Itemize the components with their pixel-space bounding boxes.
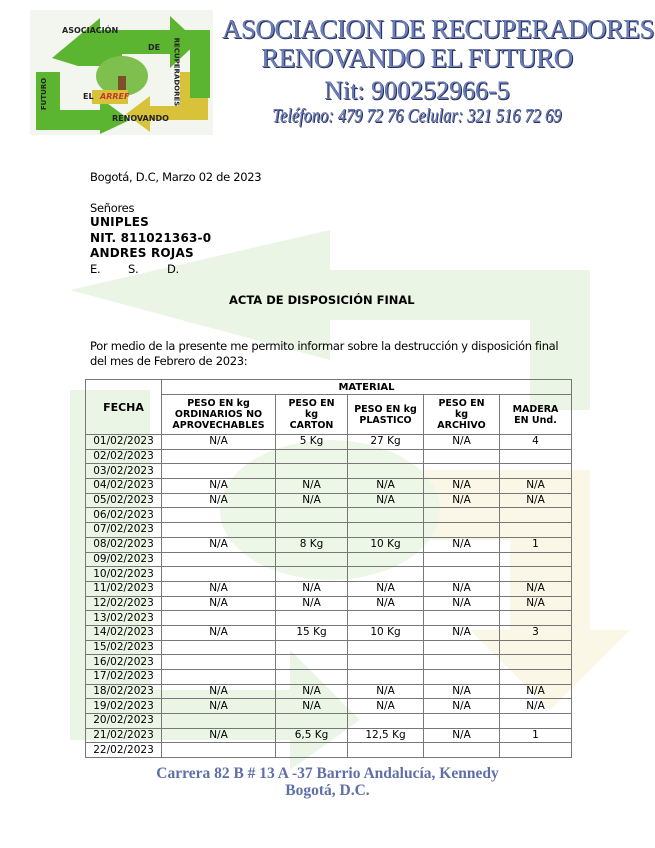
- value-cell: [276, 523, 348, 538]
- value-cell: [276, 640, 348, 655]
- value-cell: N/A: [162, 435, 276, 450]
- value-cell: [424, 552, 500, 567]
- value-cell: [276, 464, 348, 479]
- table-row: [86, 523, 572, 538]
- value-cell: [276, 552, 348, 567]
- header-madera: [500, 395, 572, 435]
- date-cell: 22/02/2023: [86, 743, 162, 758]
- table-row: [86, 493, 572, 508]
- header-carton-text: PESO EN kg CARTON: [288, 398, 335, 431]
- value-cell: N/A: [162, 581, 276, 596]
- value-cell: [424, 714, 500, 729]
- value-cell: [162, 552, 276, 567]
- value-cell: [348, 611, 424, 626]
- date-cell: 15/02/2023: [86, 640, 162, 655]
- logo-text-el: EL: [83, 92, 94, 101]
- value-cell: N/A: [424, 479, 500, 494]
- value-cell: [424, 611, 500, 626]
- value-cell: 4: [500, 435, 572, 450]
- value-cell: [500, 464, 572, 479]
- value-cell: [162, 464, 276, 479]
- value-cell: N/A: [424, 728, 500, 743]
- value-cell: [162, 449, 276, 464]
- value-cell: N/A: [348, 699, 424, 714]
- value-cell: 8 Kg: [276, 537, 348, 552]
- value-cell: [348, 523, 424, 538]
- logo-text-arref: ARREF: [100, 92, 130, 101]
- value-cell: 27 Kg: [348, 435, 424, 450]
- value-cell: N/A: [424, 596, 500, 611]
- value-cell: [500, 567, 572, 582]
- value-cell: N/A: [424, 684, 500, 699]
- table-row: [86, 537, 572, 552]
- table-row: [86, 684, 572, 699]
- table-row: [86, 655, 572, 670]
- value-cell: 1: [500, 537, 572, 552]
- value-cell: [276, 714, 348, 729]
- value-cell: [162, 714, 276, 729]
- value-cell: [348, 464, 424, 479]
- date-cell: 13/02/2023: [86, 611, 162, 626]
- date-cell: 08/02/2023: [86, 537, 162, 552]
- date-cell: 12/02/2023: [86, 596, 162, 611]
- table-row: [86, 581, 572, 596]
- header-fecha: FECHA: [86, 380, 162, 435]
- value-cell: N/A: [162, 596, 276, 611]
- value-cell: [500, 714, 572, 729]
- header-phone: Teléfono: 479 72 76 Celular: 321 516 72 69: [272, 105, 562, 127]
- value-cell: N/A: [424, 537, 500, 552]
- table-row: [86, 464, 572, 479]
- value-cell: N/A: [500, 596, 572, 611]
- value-cell: 12,5 Kg: [348, 728, 424, 743]
- date-cell: 02/02/2023: [86, 449, 162, 464]
- value-cell: [276, 508, 348, 523]
- value-cell: [424, 567, 500, 582]
- date-cell: 14/02/2023: [86, 625, 162, 640]
- letter-esd-d: D.: [167, 262, 179, 276]
- value-cell: [276, 567, 348, 582]
- value-cell: N/A: [500, 479, 572, 494]
- letter-recipient: UNIPLES: [90, 215, 149, 229]
- value-cell: [348, 449, 424, 464]
- value-cell: [424, 655, 500, 670]
- value-cell: [500, 552, 572, 567]
- value-cell: N/A: [500, 699, 572, 714]
- value-cell: [162, 655, 276, 670]
- table-row: [86, 728, 572, 743]
- table-row: [86, 508, 572, 523]
- value-cell: [500, 655, 572, 670]
- value-cell: N/A: [348, 493, 424, 508]
- value-cell: [424, 743, 500, 758]
- date-cell: 16/02/2023: [86, 655, 162, 670]
- letter-salutation: Señores: [90, 201, 135, 215]
- table-row: [86, 625, 572, 640]
- header-ordinarios: [162, 395, 276, 435]
- value-cell: [348, 640, 424, 655]
- value-cell: [162, 523, 276, 538]
- header-carton: [276, 395, 348, 435]
- value-cell: N/A: [348, 684, 424, 699]
- value-cell: [348, 655, 424, 670]
- value-cell: N/A: [348, 581, 424, 596]
- header-madera-text: MADERA EN Und.: [512, 403, 559, 426]
- value-cell: 6,5 Kg: [276, 728, 348, 743]
- value-cell: [276, 670, 348, 685]
- letter-paragraph: Por medio de la presente me permito informar sobre la destrucción y disposición final del mes de Febrero de 2023:: [90, 339, 559, 368]
- value-cell: 3: [500, 625, 572, 640]
- value-cell: N/A: [162, 479, 276, 494]
- value-cell: N/A: [424, 581, 500, 596]
- date-cell: 07/02/2023: [86, 523, 162, 538]
- logo-text-asociacion: ASOCIACIÓN: [62, 26, 119, 35]
- value-cell: [500, 640, 572, 655]
- value-cell: [500, 743, 572, 758]
- value-cell: N/A: [276, 493, 348, 508]
- footer-city: Bogotá, D.C.: [285, 782, 370, 799]
- value-cell: N/A: [500, 581, 572, 596]
- value-cell: 10 Kg: [348, 537, 424, 552]
- value-cell: [276, 743, 348, 758]
- table-row: [86, 714, 572, 729]
- date-cell: 18/02/2023: [86, 684, 162, 699]
- value-cell: N/A: [500, 684, 572, 699]
- date-cell: 19/02/2023: [86, 699, 162, 714]
- date-cell: 10/02/2023: [86, 567, 162, 582]
- value-cell: [348, 508, 424, 523]
- header-archivo: [424, 395, 500, 435]
- letter-recipient-nit: NIT. 811021363-0: [90, 231, 212, 245]
- date-cell: 05/02/2023: [86, 493, 162, 508]
- value-cell: [276, 655, 348, 670]
- value-cell: N/A: [162, 728, 276, 743]
- header-org-line2: RENOVANDO EL FUTURO: [261, 43, 573, 73]
- table-row: [86, 743, 572, 758]
- date-cell: 11/02/2023: [86, 581, 162, 596]
- table-row: [86, 552, 572, 567]
- value-cell: N/A: [162, 625, 276, 640]
- value-cell: [424, 670, 500, 685]
- value-cell: [424, 449, 500, 464]
- table-row: [86, 596, 572, 611]
- logo-text-futuro: FUTURO: [40, 77, 49, 111]
- document-title: ACTA DE DISPOSICIÓN FINAL: [229, 293, 415, 307]
- value-cell: N/A: [348, 596, 424, 611]
- value-cell: N/A: [162, 537, 276, 552]
- value-cell: [348, 743, 424, 758]
- table-row: [86, 670, 572, 685]
- date-cell: 03/02/2023: [86, 464, 162, 479]
- value-cell: N/A: [424, 493, 500, 508]
- value-cell: N/A: [276, 684, 348, 699]
- table-row: [86, 567, 572, 582]
- value-cell: N/A: [276, 699, 348, 714]
- value-cell: N/A: [424, 699, 500, 714]
- header-plastico-text: PESO EN kg PLASTICO: [354, 403, 417, 426]
- value-cell: [424, 508, 500, 523]
- value-cell: [162, 670, 276, 685]
- value-cell: [348, 552, 424, 567]
- value-cell: 15 Kg: [276, 625, 348, 640]
- date-cell: 17/02/2023: [86, 670, 162, 685]
- value-cell: [500, 670, 572, 685]
- footer-address: Carrera 82 B # 13 A -37 Barrio Andalucía, Kennedy: [156, 765, 499, 782]
- value-cell: [162, 743, 276, 758]
- value-cell: N/A: [162, 493, 276, 508]
- value-cell: [348, 714, 424, 729]
- header-plastico: [348, 395, 424, 435]
- arref-logo: [30, 10, 213, 135]
- header-org-line1: ASOCIACION DE RECUPERADORES: [222, 14, 655, 44]
- value-cell: [500, 508, 572, 523]
- value-cell: N/A: [276, 581, 348, 596]
- value-cell: 5 Kg: [276, 435, 348, 450]
- header-archivo-text: PESO EN kg ARCHIVO: [437, 398, 486, 431]
- value-cell: [500, 611, 572, 626]
- table-body: [86, 435, 572, 758]
- value-cell: N/A: [500, 493, 572, 508]
- date-cell: 21/02/2023: [86, 728, 162, 743]
- letter-esd-s: S.: [128, 262, 139, 276]
- header-nit: Nit: 900252966-5: [324, 76, 510, 105]
- value-cell: [162, 611, 276, 626]
- table-row: [86, 435, 572, 450]
- logo-text-de: DE: [148, 43, 161, 52]
- value-cell: [348, 567, 424, 582]
- date-cell: 06/02/2023: [86, 508, 162, 523]
- table-row: [86, 699, 572, 714]
- letter-esd-e: E.: [90, 262, 101, 276]
- value-cell: 10 Kg: [348, 625, 424, 640]
- value-cell: N/A: [162, 699, 276, 714]
- date-cell: 01/02/2023: [86, 435, 162, 450]
- value-cell: [276, 611, 348, 626]
- value-cell: [348, 670, 424, 685]
- date-cell: 04/02/2023: [86, 479, 162, 494]
- header-material: MATERIAL: [162, 380, 572, 395]
- logo-text-recuperadores: RECUPERADORES: [172, 37, 181, 107]
- table-row: [86, 479, 572, 494]
- date-cell: 20/02/2023: [86, 714, 162, 729]
- value-cell: [276, 449, 348, 464]
- value-cell: [424, 640, 500, 655]
- logo-text-renovando: RENOVANDO: [112, 114, 169, 123]
- value-cell: N/A: [348, 479, 424, 494]
- table-row: [86, 640, 572, 655]
- value-cell: [162, 640, 276, 655]
- value-cell: [424, 523, 500, 538]
- disposal-table: [85, 379, 572, 758]
- value-cell: N/A: [276, 479, 348, 494]
- letter-date: Bogotá, D.C, Marzo 02 de 2023: [90, 170, 262, 184]
- value-cell: [162, 508, 276, 523]
- value-cell: [500, 449, 572, 464]
- letter-contact: ANDRES ROJAS: [90, 246, 194, 260]
- date-cell: 09/02/2023: [86, 552, 162, 567]
- table-row: [86, 449, 572, 464]
- value-cell: [500, 523, 572, 538]
- value-cell: N/A: [276, 596, 348, 611]
- header-ordinarios-text: PESO EN kg ORDINARIOS NO APROVECHABLES: [172, 398, 265, 431]
- value-cell: [424, 464, 500, 479]
- value-cell: 1: [500, 728, 572, 743]
- value-cell: [162, 567, 276, 582]
- value-cell: N/A: [424, 625, 500, 640]
- table-row: [86, 611, 572, 626]
- value-cell: N/A: [424, 435, 500, 450]
- value-cell: N/A: [162, 684, 276, 699]
